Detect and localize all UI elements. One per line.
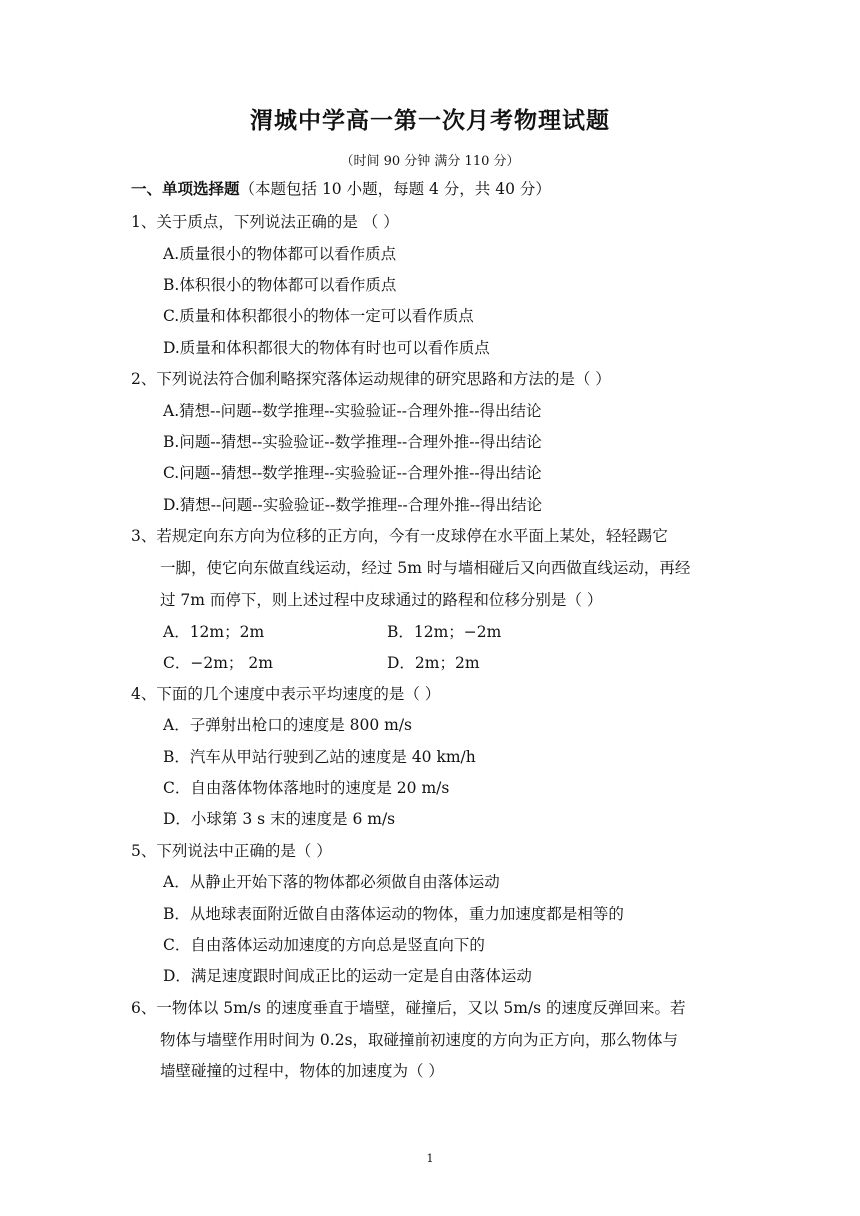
question-1-option-a: A.质量很小的物体都可以看作质点	[163, 245, 397, 263]
question-1-option-b: B.体积很小的物体都可以看作质点	[163, 276, 397, 294]
question-2-option-c: C.问题--猜想--数学推理--实验验证--合理外推--得出结论	[163, 464, 542, 482]
question-5-option-a: A．从静止开始下落的物体都必须做自由落体运动	[163, 873, 500, 891]
question-3-option-c: C．−2m； 2m	[163, 654, 273, 672]
section-note: （本题包括 10 小题，每题 4 分，共 40 分）	[239, 180, 551, 198]
question-3-option-b: B．12m；−2m	[387, 623, 502, 641]
question-5-option-c: C．自由落体运动加速度的方向总是竖直向下的	[163, 936, 485, 954]
page-number: 1	[426, 1152, 434, 1165]
question-1-option-c: C.质量和体积都很小的物体一定可以看作质点	[163, 307, 474, 325]
question-6-stem-line-2: 物体与墙壁作用时间为 0.2s，取碰撞前初速度的方向为正方向，那么物体与	[160, 1031, 679, 1049]
question-4-option-a: A．子弹射出枪口的速度是 800 m/s	[163, 716, 413, 734]
section-title: 一、单项选择题	[131, 179, 240, 198]
question-2-option-d: D.猜想--问题--实验验证--数学推理--合理外推--得出结论	[163, 496, 543, 514]
question-2-option-a: A.猜想--问题--数学推理--实验验证--合理外推--得出结论	[163, 402, 542, 420]
question-4-option-c: C．自由落体物体落地时的速度是 20 m/s	[163, 779, 450, 797]
question-3-stem-line-3: 过 7m 而停下，则上述过程中皮球通过的路程和位移分别是（ ）	[160, 591, 603, 609]
question-5-option-b: B．从地球表面附近做自由落体运动的物体，重力加速度都是相等的	[163, 905, 624, 923]
question-2-stem: 2、下列说法符合伽利略探究落体运动规律的研究思路和方法的是（ ）	[131, 370, 611, 388]
question-6-stem-line-3: 墙壁碰撞的过程中，物体的加速度为（ ）	[160, 1062, 444, 1080]
question-5-option-d: D．满足速度跟时间成正比的运动一定是自由落体运动	[163, 967, 532, 985]
question-6-stem-line-1: 6、一物体以 5m/s 的速度垂直于墙壁，碰撞后，又以 5m/s 的速度反弹回来。若	[131, 999, 686, 1017]
exam-duration-and-score: （时间 90 分钟 满分 110 分）	[340, 154, 520, 169]
question-3-option-d: D．2m；2m	[387, 654, 480, 672]
question-5-stem: 5、下列说法中正确的是（ ）	[131, 842, 332, 860]
section-heading	[131, 179, 551, 199]
question-4-option-b: B．汽车从甲站行驶到乙站的速度是 40 km/h	[163, 748, 476, 766]
question-4-stem: 4、下面的几个速度中表示平均速度的是（ ）	[131, 685, 441, 703]
question-2-option-b: B.问题--猜想--实验验证--数学推理--合理外推--得出结论	[163, 433, 542, 451]
question-3-stem-line-1: 3、若规定向东方向为位移的正方向，今有一皮球停在水平面上某处，轻轻踢它	[131, 527, 668, 545]
question-4-option-d: D．小球第 3 s 末的速度是 6 m/s	[163, 810, 396, 828]
question-3-stem-line-2: 一脚，使它向东做直线运动，经过 5m 时与墙相碰后又向西做直线运动，再经	[160, 559, 691, 577]
question-1-stem: 1、关于质点，下列说法正确的是 （ ）	[131, 213, 399, 231]
page-title: 渭城中学高一第一次月考物理试题	[250, 107, 610, 134]
question-3-option-a: A．12m；2m	[163, 623, 265, 641]
question-1-option-d: D.质量和体积都很大的物体有时也可以看作质点	[163, 339, 490, 357]
